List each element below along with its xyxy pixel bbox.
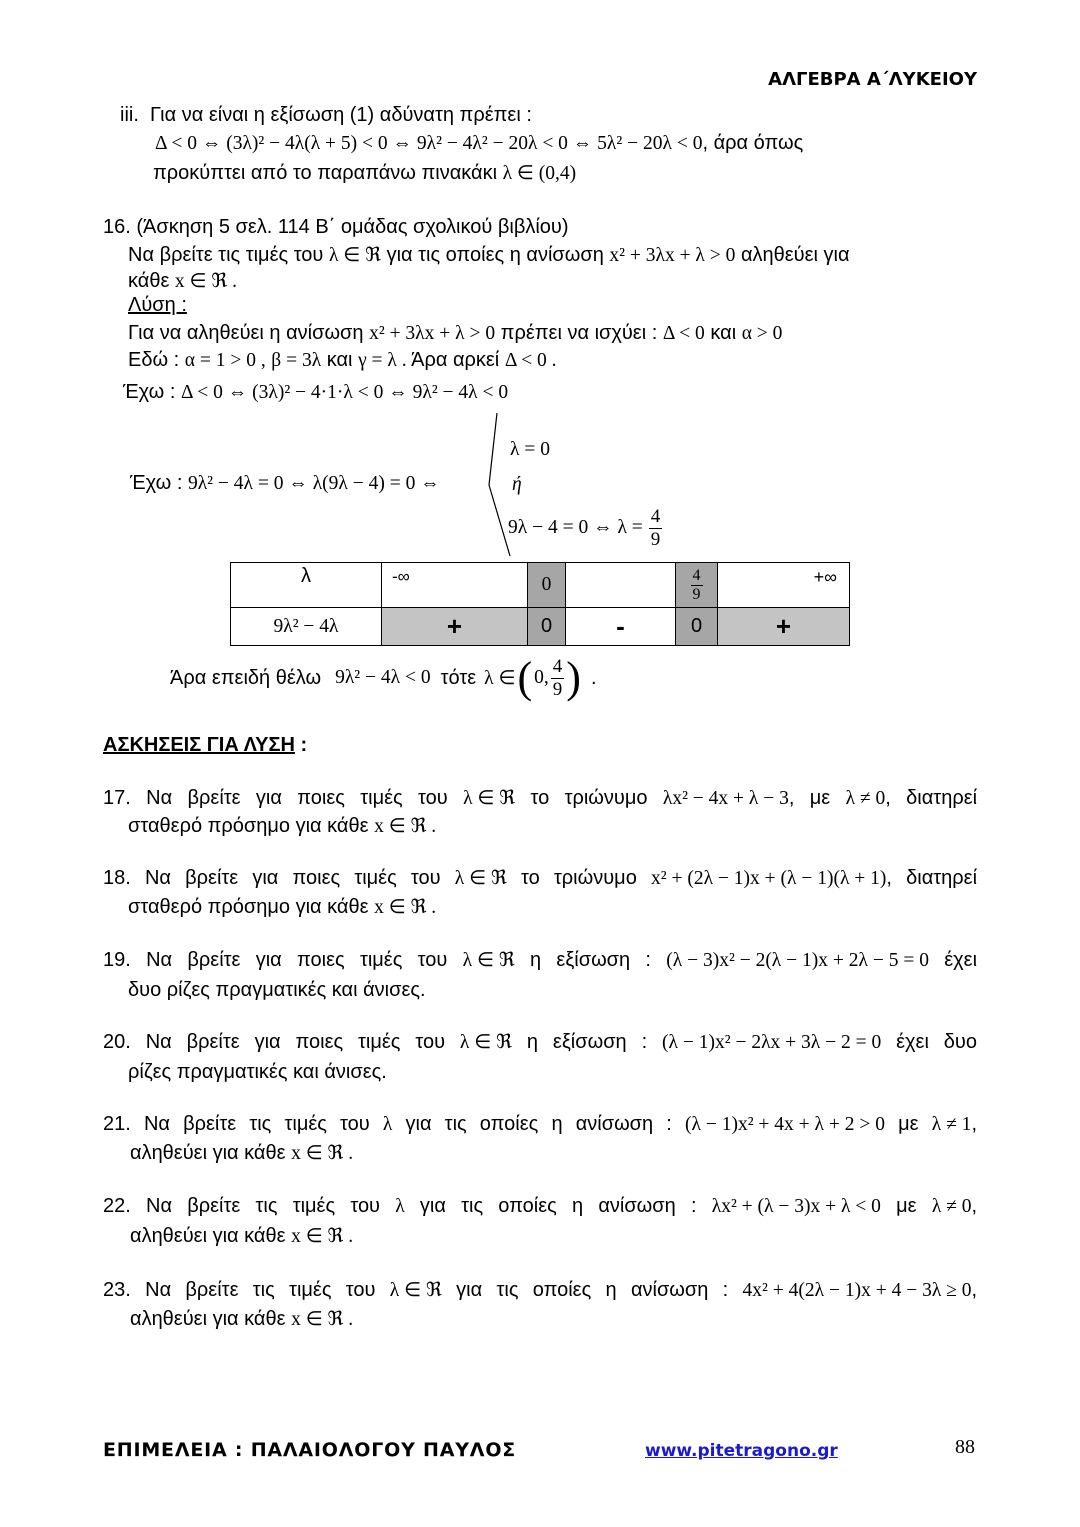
table-minus-infinity: -∞ [382, 563, 527, 607]
math-expression: λ ∈ ℜ [328, 245, 382, 266]
text: το τριώνυμο [530, 787, 648, 809]
exercise-number: 21. [103, 1113, 131, 1135]
text: Να βρείτε τις τιμές του [128, 244, 324, 266]
exercise-23-line-1 [103, 1276, 977, 1304]
fraction [551, 656, 565, 701]
exercise-21-line-2 [130, 1139, 353, 1167]
math-expression: λx² − 4x + λ − 3 [662, 788, 789, 809]
text: Να βρείτε για ποιες τιμές του [146, 787, 448, 809]
math-expression: x ∈ ℜ . [291, 1143, 354, 1164]
exercise-19-line-2 [128, 976, 426, 1004]
math-expression: (λ − 1)x² − 2λx + 3λ − 2 = 0 [662, 1032, 882, 1053]
text: αληθεύει για κάθε [130, 1142, 286, 1164]
text: για τις οποίες η ανίσωση : [419, 1195, 697, 1217]
fraction [691, 567, 703, 604]
part-iii-result-line [153, 159, 576, 187]
math-expression: λ ∈ [484, 668, 516, 689]
solution-conclusion [170, 650, 597, 706]
text: , [971, 1279, 978, 1301]
solution-label: Λύση : [128, 294, 187, 316]
exercise-22-line-1 [103, 1192, 977, 1220]
text: με [896, 1195, 917, 1217]
solution-line-4 [130, 469, 440, 497]
text: για τις οποίες η ανίσωση : [405, 1113, 672, 1135]
branch-bracket-line [489, 413, 510, 556]
math-expression: λ ∈ ℜ [454, 868, 507, 889]
text: για τις οποίες η ανίσωση : [456, 1279, 729, 1301]
text: με [898, 1113, 919, 1135]
part-iii-condition-math: Δ < 0 ⇔ (3λ)² − 4λ(λ + 5) < 0 ⇔ 9λ² − 4λ² − 20λ < 0 ⇔ 5λ² − 20λ < 0 [155, 133, 703, 154]
text: για τις οποίες η ανίσωση [386, 244, 604, 266]
text: ρίζες πραγματικές και άνισες. [128, 1061, 387, 1083]
exercise-18-line-2 [128, 893, 436, 921]
text: Άρα αρκεί [411, 349, 500, 371]
fraction-numerator: 4 [692, 566, 701, 584]
table-root-four-ninths [676, 563, 717, 607]
text: Να βρείτε για ποιες τιμές του [145, 1031, 446, 1053]
table-plus-infinity: +∞ [718, 563, 849, 607]
math-expression: λx² + (λ − 3)x + λ < 0 [711, 1196, 881, 1217]
exercises-heading-colon: : [300, 734, 308, 756]
math-expression: λ ≠ 0 [931, 1196, 972, 1217]
header-title: ΑΛΓΕΒΡΑ Α΄ΛΥΚΕΙΟΥ [768, 69, 977, 90]
text: κάθε [128, 270, 170, 292]
part-iii-label: iii. [120, 104, 139, 126]
math-expression: 9λ − 4 = 0 ⇔ λ = [508, 517, 643, 538]
part-iii-condition-tail: , άρα όπως [702, 132, 804, 154]
exercise-20-line-1 [103, 1028, 977, 1056]
text: σταθερό πρόσημο για κάθε [128, 896, 369, 918]
text: Έχω : [123, 381, 176, 403]
exercise-16-statement-line-1 [128, 241, 850, 269]
text: Άρα επειδή θέλω [170, 666, 322, 689]
text: Να βρείτε τις τιμές του [143, 1113, 370, 1135]
math-expression: Δ < 0 ⇔ (3λ)² − 4·1·λ < 0 ⇔ 9λ² − 4λ < 0 [180, 382, 509, 403]
text: πρέπει να ισχύει : [500, 322, 658, 344]
exercise-22-line-2 [130, 1222, 353, 1250]
text: , [971, 1195, 978, 1217]
math-expression: Δ < 0 [662, 323, 705, 344]
exercise-number: 18. [103, 867, 131, 889]
math-expression: λ [382, 1114, 393, 1135]
branch-first-root: λ = 0 [510, 439, 550, 460]
text: δυο ρίζες πραγματικές και άνισες. [128, 979, 426, 1001]
math-expression: x ∈ ℜ . [374, 897, 437, 918]
math-expression: x ∈ ℜ . [174, 271, 238, 292]
text: . [590, 666, 597, 689]
math-expression: λ ∈ ℜ [463, 788, 516, 809]
part-iii-condition-line [155, 129, 803, 157]
text: αληθεύει για κάθε [130, 1225, 286, 1247]
solution-line-1 [128, 319, 782, 347]
text: αληθεύει για [740, 244, 850, 266]
math-expression: x² + 3λx + λ > 0 [609, 245, 736, 266]
text: , [971, 1113, 977, 1135]
part-iii-result-math: λ ∈ (0,4) [502, 163, 577, 184]
text: Εδώ : [128, 349, 180, 371]
text: , διατηρεί [885, 787, 978, 809]
text: η εξίσωση : [530, 949, 651, 971]
text: σταθερό πρόσημο για κάθε [128, 815, 369, 837]
open-parenthesis: ( [517, 653, 533, 702]
table-sign-zero: 0 [676, 608, 717, 645]
text: , διατηρεί [886, 867, 978, 889]
text: , με [788, 787, 831, 809]
text: Να βρείτε τις τιμές του [145, 1279, 376, 1301]
exercise-23-line-2 [130, 1305, 353, 1333]
page-number: 88 [955, 1436, 975, 1458]
text: και [326, 349, 353, 371]
math-expression: x² + 3λx + λ > 0 [369, 323, 496, 344]
table-expression: 9λ² − 4λ [231, 608, 381, 645]
text: Να βρείτε για ποιες τιμές του [144, 867, 441, 889]
table-sign-negative: - [566, 608, 675, 645]
math-expression: Δ < 0 . [504, 350, 557, 371]
exercise-number: 17. [103, 787, 131, 809]
text: Για να αληθεύει η ανίσωση [128, 322, 364, 344]
fraction-numerator: 4 [552, 655, 563, 677]
branch-or: ή [512, 474, 522, 495]
math-expression: λ ∈ ℜ [459, 1032, 512, 1053]
fraction-denominator: 9 [552, 678, 563, 700]
text: αληθεύει για κάθε [130, 1308, 286, 1330]
text: Να βρείτε τις τιμές του [146, 1195, 380, 1217]
part-iii-result-text: προκύπτει από το παραπάνω πινακάκι [153, 162, 498, 184]
table-root-zero: 0 [528, 563, 565, 607]
math-expression: x ∈ ℜ . [291, 1226, 354, 1247]
fraction-denominator: 9 [692, 585, 701, 603]
exercises-heading [103, 731, 307, 759]
text: έχει [944, 949, 978, 971]
math-expression: λ [395, 1196, 405, 1217]
table-empty-cell [566, 563, 675, 607]
text: και [710, 322, 737, 344]
math-expression: α = 1 > 0 , [184, 350, 266, 371]
interval-start: 0, [534, 667, 549, 688]
exercises-heading-text: ΑΣΚΗΣΕΙΣ ΓΙΑ ΛΥΣΗ [103, 734, 295, 756]
text: Έχω : [130, 472, 183, 494]
math-expression: α > 0 [741, 323, 783, 344]
exercise-number: 19. [103, 949, 131, 971]
footer-website-link[interactable]: www.pitetragono.gr [645, 1441, 838, 1461]
exercise-16-heading: 16. (Άσκηση 5 σελ. 114 Β΄ ομάδας σχολικού βιβλίου) [103, 216, 569, 238]
math-expression: x ∈ ℜ . [374, 816, 437, 837]
text: έχει δυο [896, 1031, 977, 1053]
solution-line-3 [123, 378, 508, 406]
math-expression: 9λ² − 4λ = 0 ⇔ λ(9λ − 4) = 0 ⇔ [187, 473, 440, 494]
math-expression: λ ≠ 0 [845, 788, 886, 809]
fraction [649, 506, 663, 551]
exercise-19-line-1 [103, 946, 977, 974]
math-expression: (λ − 1)x² + 4x + λ + 2 > 0 [685, 1114, 885, 1135]
exercise-18-line-1 [103, 864, 977, 892]
part-iii-intro-line [120, 101, 532, 129]
math-expression: x² + (2λ − 1)x + (λ − 1)(λ + 1) [651, 868, 887, 889]
solution-line-2 [128, 346, 557, 374]
math-expression: x ∈ ℜ . [291, 1309, 354, 1330]
footer-editor: ΕΠΙΜΕΛΕΙΑ : ΠΑΛΑΙΟΛΟΓΟΥ ΠΑΥΛΟΣ [103, 1439, 517, 1461]
branch-second-root [508, 505, 662, 551]
table-variable-label: λ [231, 563, 381, 607]
table-sign-positive: + [382, 608, 527, 645]
exercise-number: 22. [103, 1195, 131, 1217]
math-expression: λ ∈ ℜ [462, 950, 515, 971]
part-iii-intro: Για να είναι η εξίσωση (1) αδύνατη πρέπει : [150, 104, 532, 126]
exercise-number: 23. [103, 1279, 131, 1301]
exercise-21-line-1 [103, 1110, 977, 1138]
math-expression: 4x² + 4(2λ − 1)x + 4 − 3λ ≥ 0 [742, 1280, 972, 1301]
table-sign-zero: 0 [528, 608, 565, 645]
text: το τριώνυμο [521, 867, 637, 889]
fraction-numerator: 4 [650, 505, 661, 527]
close-parenthesis: ) [566, 653, 581, 702]
math-expression: (λ − 3)x² − 2(λ − 1)x + 2λ − 5 = 0 [666, 950, 929, 971]
fraction-denominator: 9 [650, 528, 661, 550]
math-expression: γ = λ . [358, 350, 407, 371]
exercise-number: 20. [103, 1031, 131, 1053]
text: τότε [440, 666, 477, 689]
text: η εξίσωση : [526, 1031, 648, 1053]
table-sign-positive: + [718, 608, 849, 645]
sign-table [230, 562, 850, 646]
exercise-17-line-1 [103, 784, 977, 812]
math-expression: β = 3λ [271, 350, 322, 371]
text: Να βρείτε για ποιες τιμές του [146, 949, 448, 971]
math-expression: λ ≠ 1 [931, 1114, 972, 1135]
exercise-17-line-2 [128, 812, 436, 840]
exercise-20-line-2 [128, 1058, 387, 1086]
math-expression: 9λ² − 4λ < 0 [335, 667, 431, 688]
math-expression: λ ∈ ℜ [389, 1280, 442, 1301]
